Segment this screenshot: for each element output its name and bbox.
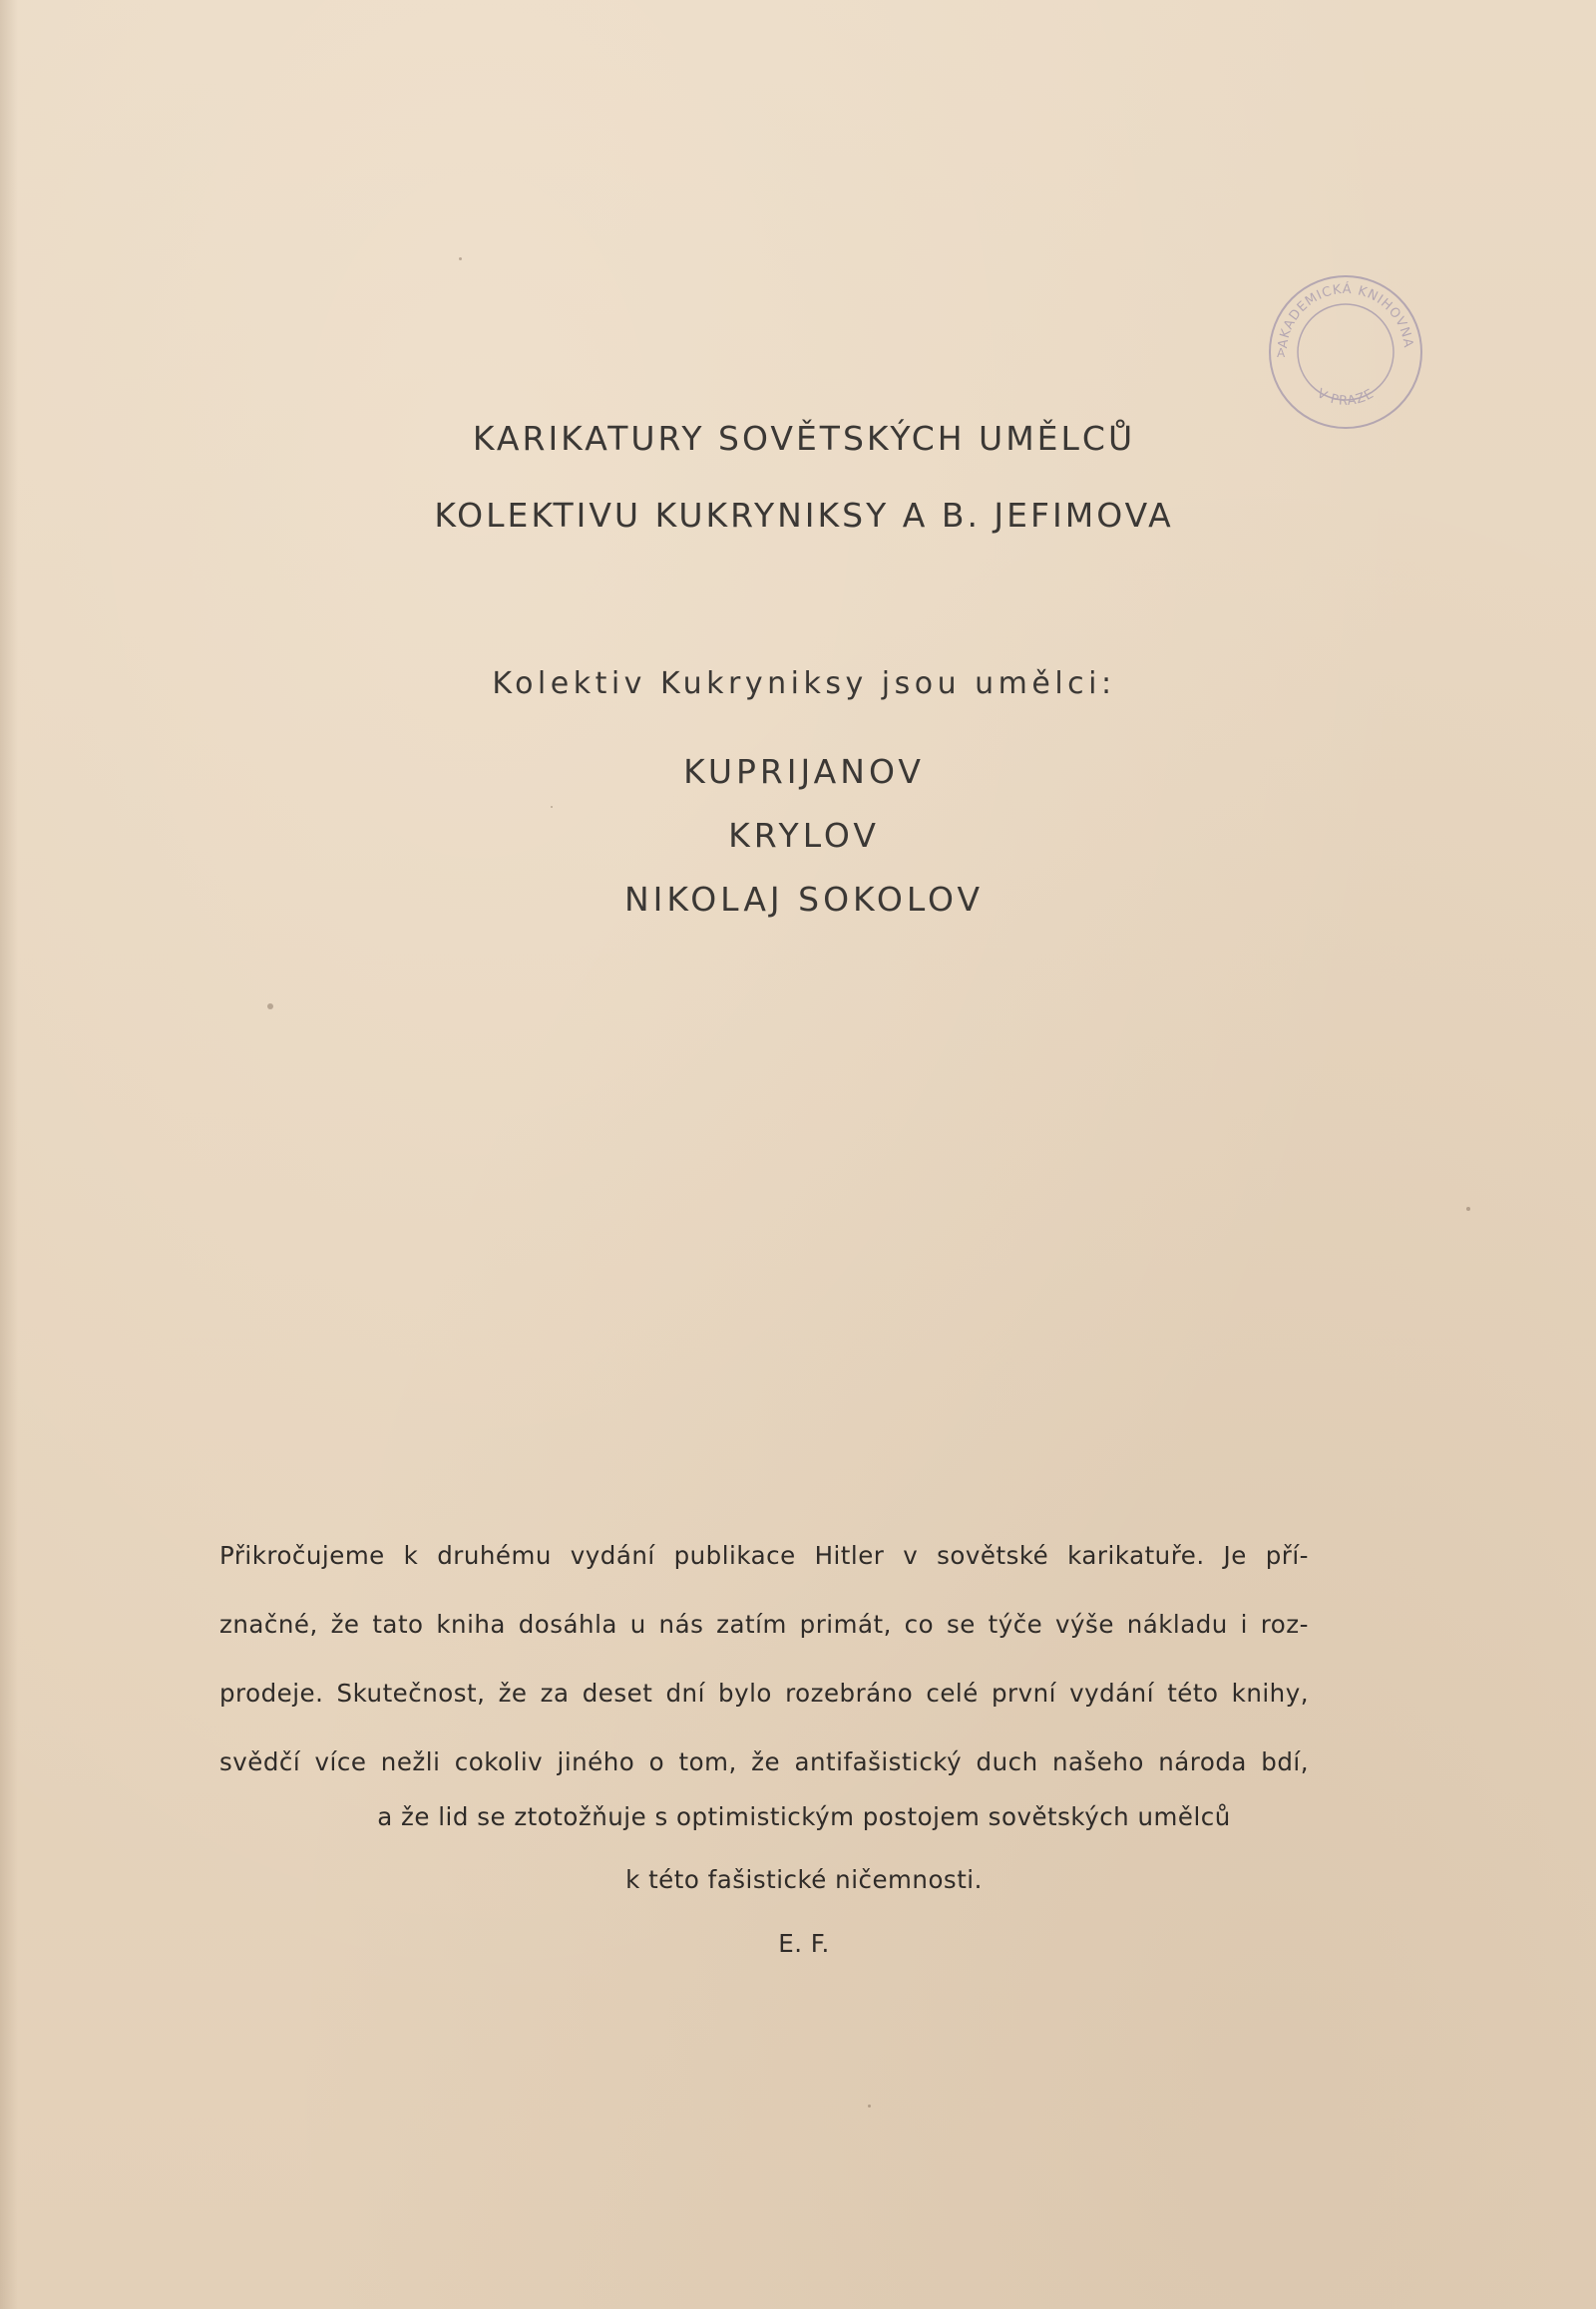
paper-speck	[1466, 1207, 1470, 1211]
svg-text:AKADEMICKÁ KNIHOVNA	[1276, 281, 1415, 349]
artist-name: KUPRIJANOV	[683, 752, 925, 791]
svg-text:V PRAZE	[1315, 386, 1378, 409]
title-line-1: KARIKATURY SOVĚTSKÝCH UMĚLCŮ	[472, 419, 1136, 458]
paragraph-line: svědčí více nežli cokoliv jiného o tom, že antifašistický duch našeho národa bdí,	[219, 1747, 1309, 1776]
subtitle: Kolektiv Kukryniksy jsou umělci:	[492, 666, 1116, 701]
stamp-side-letter: A	[1277, 346, 1286, 360]
paragraph-line: a že lid se ztotožňuje s optimistickým postojem sovětských umělců	[377, 1802, 1231, 1831]
paragraph-line: prodeje. Skutečnost, že za deset dní bylo rozebráno celé první vydání této knihy,	[219, 1679, 1309, 1708]
stamp-top-text: AKADEMICKÁ KNIHOVNA	[1275, 281, 1416, 350]
artist-name: KRYLOV	[728, 816, 880, 855]
artist-name: NIKOLAJ SOKOLOV	[623, 880, 985, 919]
paper-speck	[459, 257, 462, 260]
paper-speck	[267, 1003, 273, 1009]
title-line-2: KOLEKTIVU KUKRYNIKSY A B. JEFIMOVA	[434, 496, 1174, 535]
paragraph-line: k této fašistické ničemnosti.	[625, 1865, 983, 1894]
library-stamp	[1265, 271, 1426, 433]
paragraph-line: značné, že tato kniha dosáhla u nás zatím primát, co se týče výše nákladu i roz-	[219, 1610, 1309, 1639]
paper-speck	[551, 806, 553, 808]
stamp-bottom-text: V PRAZE	[1314, 386, 1378, 410]
paper-speck	[868, 2105, 871, 2108]
page-edge-shadow	[0, 0, 18, 2309]
paragraph-line: Přikročujeme k druhému vydání publikace Hitler v sovětské karikatuře. Je pří-	[219, 1541, 1309, 1570]
signature: E. F.	[778, 1929, 830, 1958]
